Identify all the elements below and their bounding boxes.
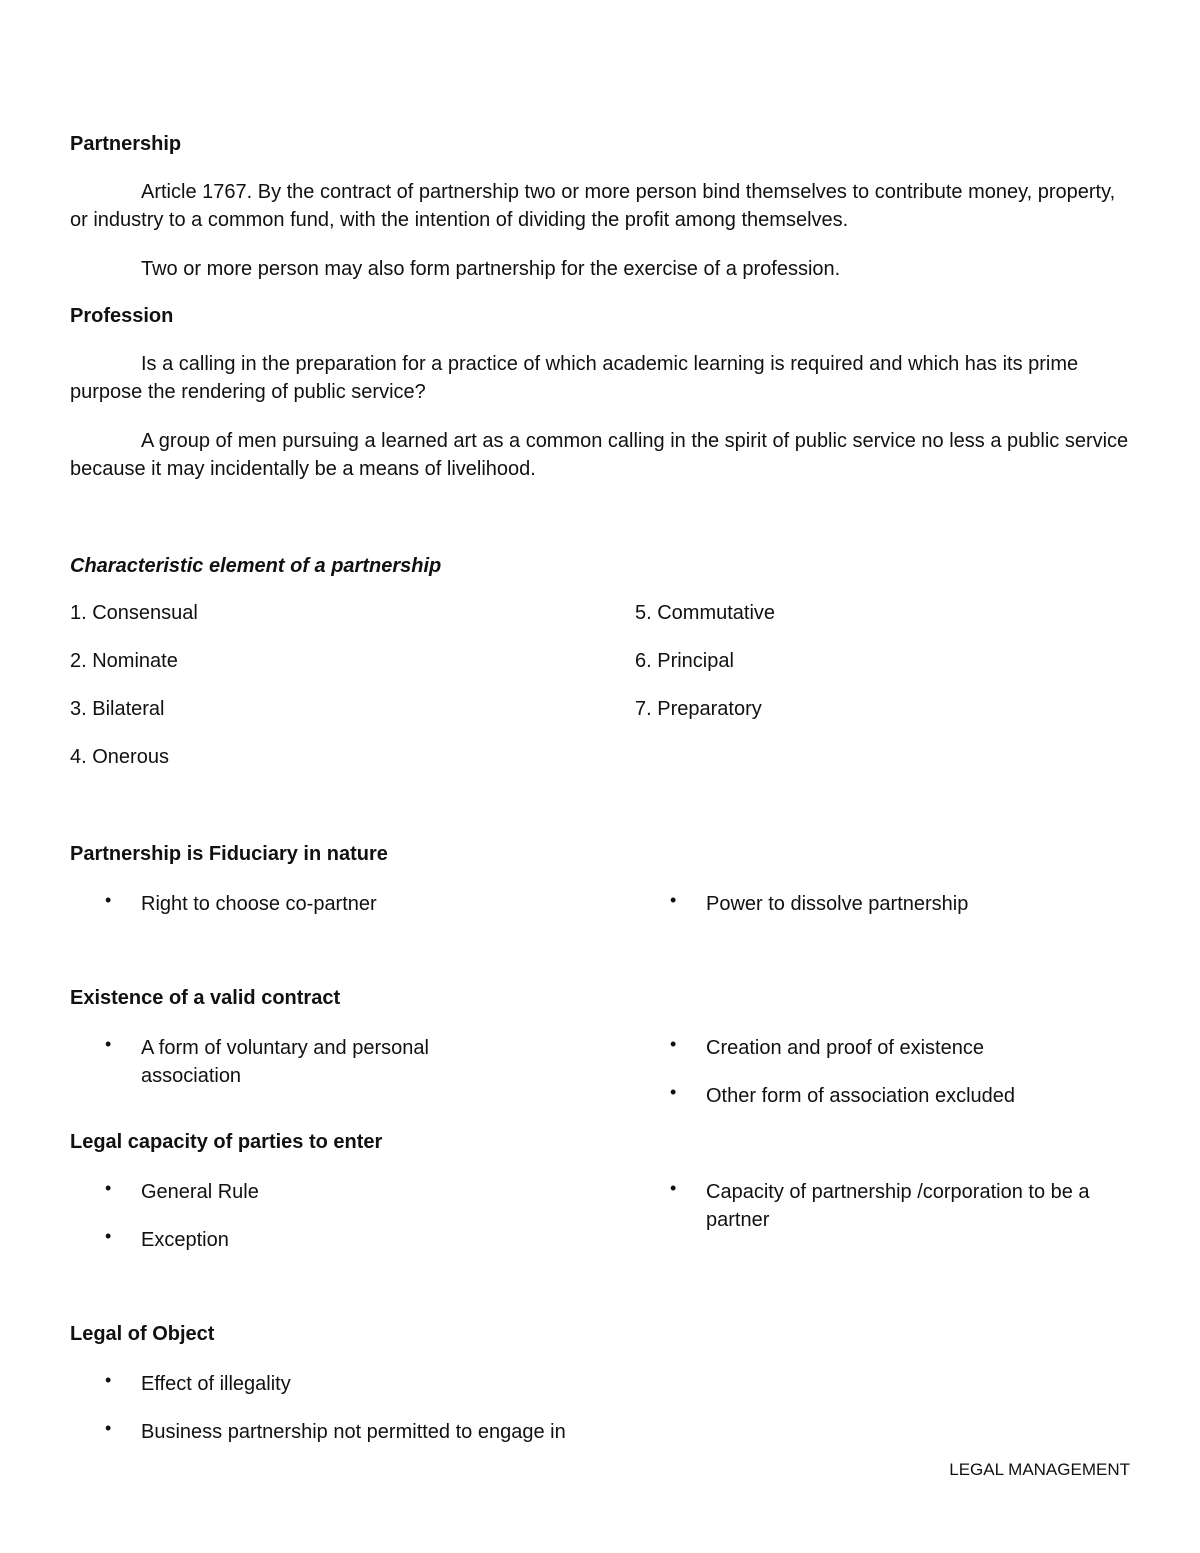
footer-label: LEGAL MANAGEMENT (949, 1460, 1130, 1479)
list-item (670, 890, 1150, 918)
list-item: 2. Nominate (70, 650, 178, 672)
profession-group-paragraph: A group of men pursuing a learned art as a common calling in the spirit of public service no less a public service because it may incidentally be a means of livelihood. (70, 430, 1129, 480)
bullet-icon: • (670, 890, 677, 910)
profession-partnership-paragraph: Two or more person may also form partnership for the exercise of a profession. (141, 258, 841, 280)
bullet-text: Business partnership not permitted to engage in (141, 1421, 566, 1443)
bullet-icon: • (105, 1226, 112, 1246)
fiduciary-heading: Partnership is Fiduciary in nature (70, 843, 388, 865)
bullet-icon: • (670, 1034, 677, 1054)
list-item (105, 1418, 665, 1446)
profession-definition-paragraph: Is a calling in the preparation for a practice of which academic learning is required and which has its prime purpose the rendering of public service? (70, 353, 1079, 403)
bullet-icon: • (105, 890, 112, 910)
bullet-text: Effect of illegality (141, 1373, 291, 1395)
bullet-text: General Rule (141, 1181, 259, 1203)
list-item (105, 1370, 665, 1398)
list-item: 3. Bilateral (70, 698, 165, 720)
bullet-icon: • (670, 1178, 677, 1198)
list-item: 7. Preparatory (635, 698, 762, 720)
profession-heading: Profession (70, 305, 174, 327)
bullet-text: Power to dissolve partnership (706, 893, 969, 915)
list-item: 6. Principal (635, 650, 734, 672)
list-item: 4. Onerous (70, 746, 169, 768)
bullet-text: Creation and proof of existence (706, 1037, 984, 1059)
list-item (670, 1082, 1150, 1110)
bullet-text: Right to choose co-partner (141, 893, 377, 915)
bullet-icon: • (105, 1370, 112, 1390)
list-item: 1. Consensual (70, 602, 198, 624)
list-item (670, 1034, 1150, 1062)
list-item (105, 890, 585, 918)
bullet-icon: • (105, 1418, 112, 1438)
legal-capacity-heading: Legal capacity of parties to enter (70, 1131, 383, 1153)
bullet-text: A form of voluntary and personal association (141, 1037, 429, 1087)
bullet-icon: • (105, 1178, 112, 1198)
bullet-icon: • (105, 1034, 112, 1054)
bullet-text: Capacity of partnership /corporation to be a partner (706, 1181, 1090, 1231)
characteristic-heading: Characteristic element of a partnership (70, 555, 442, 577)
legal-object-heading: Legal of Object (70, 1323, 215, 1345)
bullet-text: Other form of association excluded (706, 1085, 1016, 1107)
partnership-heading: Partnership (70, 133, 182, 155)
list-item (105, 1226, 585, 1254)
bullet-icon: • (670, 1082, 677, 1102)
list-item (105, 1034, 505, 1090)
valid-contract-heading: Existence of a valid contract (70, 987, 341, 1009)
list-item (105, 1178, 585, 1206)
list-item (670, 1178, 1150, 1234)
article-1767-paragraph: Article 1767. By the contract of partnership two or more person bind themselves to contribute money, property, or industry to a common fund, with the intention of dividing the profit among themselves. (70, 181, 1116, 231)
list-item: 5. Commutative (635, 602, 776, 624)
bullet-text: Exception (141, 1229, 229, 1251)
